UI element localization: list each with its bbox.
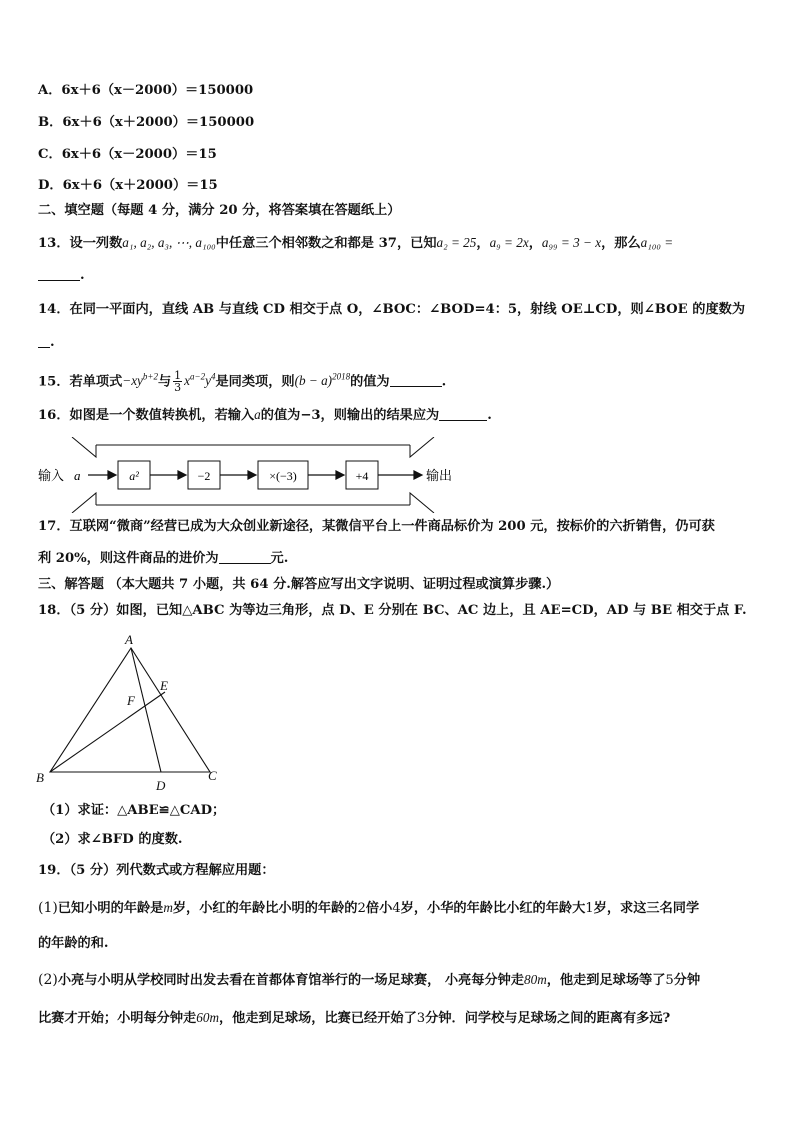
question-text: （5 分）列代数式或方程解应用题： xyxy=(69,863,275,878)
question-text: ，他走到足球场，比赛已经开始了 xyxy=(218,1011,417,1026)
question-text: 比赛才开始；小明每分钟走 xyxy=(38,1011,197,1026)
question-number: 13． xyxy=(38,236,70,251)
number: 2 xyxy=(357,901,366,916)
option-expression: 6x＋6（x＋2000）＝150000 xyxy=(62,115,255,130)
question-text: 是同类项，则 xyxy=(215,374,295,390)
question-16 xyxy=(38,405,492,426)
question-text: 岁，求这三名同学 xyxy=(593,901,700,916)
number: 1 xyxy=(585,901,594,916)
frame-right-top xyxy=(410,437,434,457)
option-c xyxy=(38,145,217,165)
question-text: （5 分）如图，已知△ABC 为等边三角形，点 D、E 分别在 BC、AC 边上，且 AE=CD，AD 与 BE 相交于点 F. xyxy=(69,603,747,618)
input-variable: a xyxy=(254,407,261,422)
option-letter: D． xyxy=(38,178,63,193)
question-text: 岁，小红的年龄比小明的年龄的 xyxy=(172,901,358,916)
frame-right-bottom xyxy=(410,493,434,513)
period: . xyxy=(487,408,492,423)
subquestion-19-1-cont: 的年龄的和. xyxy=(38,936,109,951)
input-variable-label: a xyxy=(74,468,81,483)
subquestion-19-2 xyxy=(38,970,700,991)
question-text: 若单项式 xyxy=(69,374,123,390)
section-heading-fill-in: 二、填空题（每题 4 分，满分 20 分，将答案填在答题纸上） xyxy=(38,203,401,218)
question-text: 分钟 xyxy=(673,973,701,988)
question-19 xyxy=(38,861,275,881)
subquestion-18-1: （1）求证：△ABE≌△CAD； xyxy=(42,803,226,818)
question-14 xyxy=(38,300,745,320)
question-number: 17． xyxy=(38,519,70,534)
arrow-icon xyxy=(108,471,116,479)
segment-be xyxy=(50,692,165,772)
monomial-1: $-xy^{b+2}$ xyxy=(122,372,158,389)
answer-blank[interactable] xyxy=(38,333,50,348)
condition-a9: a₉ = 2x xyxy=(489,235,529,250)
answer-blank[interactable] xyxy=(38,266,80,281)
section-heading-answer: 三、解答题 （本大题共 7 小题，共 64 分.解答应写出文字说明、证明过程或演算步骤.） xyxy=(38,577,560,592)
number-converter-diagram xyxy=(38,437,458,513)
question-text: 与 xyxy=(157,374,172,390)
option-d xyxy=(38,176,218,196)
question-text: 倍小 xyxy=(365,901,393,916)
subquestion-18-2: （2）求∠BFD 的度数. xyxy=(42,832,183,847)
number: 4 xyxy=(392,901,401,916)
segment-ad xyxy=(131,648,161,772)
question-number: 19． xyxy=(38,863,70,878)
frame-left-bottom xyxy=(72,493,96,513)
condition-a99: a₉₉ = 3 − x xyxy=(541,235,602,250)
answer-blank[interactable] xyxy=(390,372,442,387)
question-text: ，他走到足球场等了 xyxy=(546,973,666,988)
period: . xyxy=(80,268,85,283)
option-expression: 6x＋6（x－2000）＝150000 xyxy=(61,83,254,98)
period: . xyxy=(50,335,55,350)
question-text: ，那么 xyxy=(601,236,641,251)
condition-a2: a₂ = 25 xyxy=(436,235,477,250)
number: 5 xyxy=(665,973,674,988)
arrow-icon xyxy=(414,471,422,479)
question-17 xyxy=(38,517,715,537)
subquestion-19-2-cont xyxy=(38,1008,670,1029)
subquestion-19-1 xyxy=(38,898,699,919)
frame-left-top xyxy=(72,437,96,457)
fraction-one-third: $\frac{1}{3}$ xyxy=(174,369,182,395)
question-17-cont xyxy=(38,549,288,569)
arrow-icon xyxy=(178,471,186,479)
question-text: 的值为 xyxy=(350,374,390,390)
output-label: 输出 xyxy=(426,468,453,483)
question-text: 的值为−3，则输出的结果应为 xyxy=(260,408,440,423)
point-label-b: B xyxy=(36,770,44,785)
question-text: 中任意三个相邻数之和都是 37，已知 xyxy=(215,236,437,251)
answer-blank[interactable] xyxy=(219,549,271,564)
question-number: 15． xyxy=(38,374,70,390)
question-18 xyxy=(38,601,747,621)
power-expression: $(b - a)^{2018}$ xyxy=(294,372,351,389)
question-text: 如图是一个数值转换机，若输入 xyxy=(69,408,255,423)
box-label-square: a² xyxy=(129,469,139,483)
answer-line-13 xyxy=(38,266,85,286)
arrow-icon xyxy=(336,471,344,479)
triangle-figure xyxy=(34,632,234,794)
question-text: 小亮与小明从学校同时出发去看在首都体育馆举行的一场足球赛， 小亮每分钟走 xyxy=(57,973,524,988)
question-15 xyxy=(38,367,446,393)
option-letter: A． xyxy=(38,83,62,98)
point-label-a: A xyxy=(125,632,133,647)
separator: ， xyxy=(476,236,490,251)
point-label-c: C xyxy=(208,768,217,783)
option-a xyxy=(38,81,253,101)
question-text: 利 20%，则这件商品的进价为 xyxy=(38,551,219,566)
question-number: 14． xyxy=(38,302,70,317)
box-label-minus-two: −2 xyxy=(197,469,211,483)
subquestion-number: (2) xyxy=(38,972,58,988)
monomial-2: $x^{a-2}y^4$ xyxy=(184,372,216,389)
unit-text: 元. xyxy=(270,551,289,566)
arrow-icon xyxy=(248,471,256,479)
answer-line-14 xyxy=(38,333,55,353)
option-expression: 6x＋6（x－2000）＝15 xyxy=(61,147,217,162)
subquestion-number: (1) xyxy=(38,900,58,916)
option-b xyxy=(38,113,254,133)
point-label-f: F xyxy=(127,693,135,708)
point-label-d: D xyxy=(156,778,166,793)
question-text: 分钟．问学校与足球场之间的距离有多远? xyxy=(425,1011,671,1026)
option-letter: C． xyxy=(38,147,62,162)
box-label-plus-four: +4 xyxy=(355,469,369,483)
point-label-e: E xyxy=(160,678,168,693)
sequence-notation: a₁, a₂, a₃, ⋯, a₁₀₀ xyxy=(122,235,216,250)
question-number: 18． xyxy=(38,603,70,618)
variable-m: m xyxy=(163,900,173,915)
separator: ， xyxy=(528,236,542,251)
period: . xyxy=(441,374,447,390)
question-text: 在同一平面内，直线 AB 与直线 CD 相交于点 O，∠BOC：∠BOD=4：5，射线 OE⊥CD，则∠BOE 的度数为 xyxy=(69,302,746,317)
option-expression: 6x＋6（x＋2000）＝15 xyxy=(62,178,218,193)
question-13 xyxy=(38,233,673,254)
question-text: 已知小明的年龄是 xyxy=(57,901,164,916)
triangle-abc xyxy=(50,648,210,772)
question-text: 设一列数 xyxy=(69,236,123,251)
option-letter: B． xyxy=(38,115,63,130)
number: 3 xyxy=(416,1011,426,1026)
speed-value: 80m xyxy=(524,972,547,987)
question-text: 互联网“微商”经营已成为大众创业新途径，某微信平台上一件商品标价为 200 元，按标价的六折销售，仍可获 xyxy=(69,519,715,534)
question-text: 岁，小华的年龄比小红的年龄大 xyxy=(400,901,586,916)
answer-blank[interactable] xyxy=(439,406,487,421)
question-number: 16． xyxy=(38,408,70,423)
box-label-times-neg3: ×(−3) xyxy=(269,469,297,483)
asked-term: a₁₀₀ = xyxy=(640,235,674,250)
input-label: 输入 xyxy=(38,468,65,483)
speed-value: 60m xyxy=(196,1010,219,1025)
